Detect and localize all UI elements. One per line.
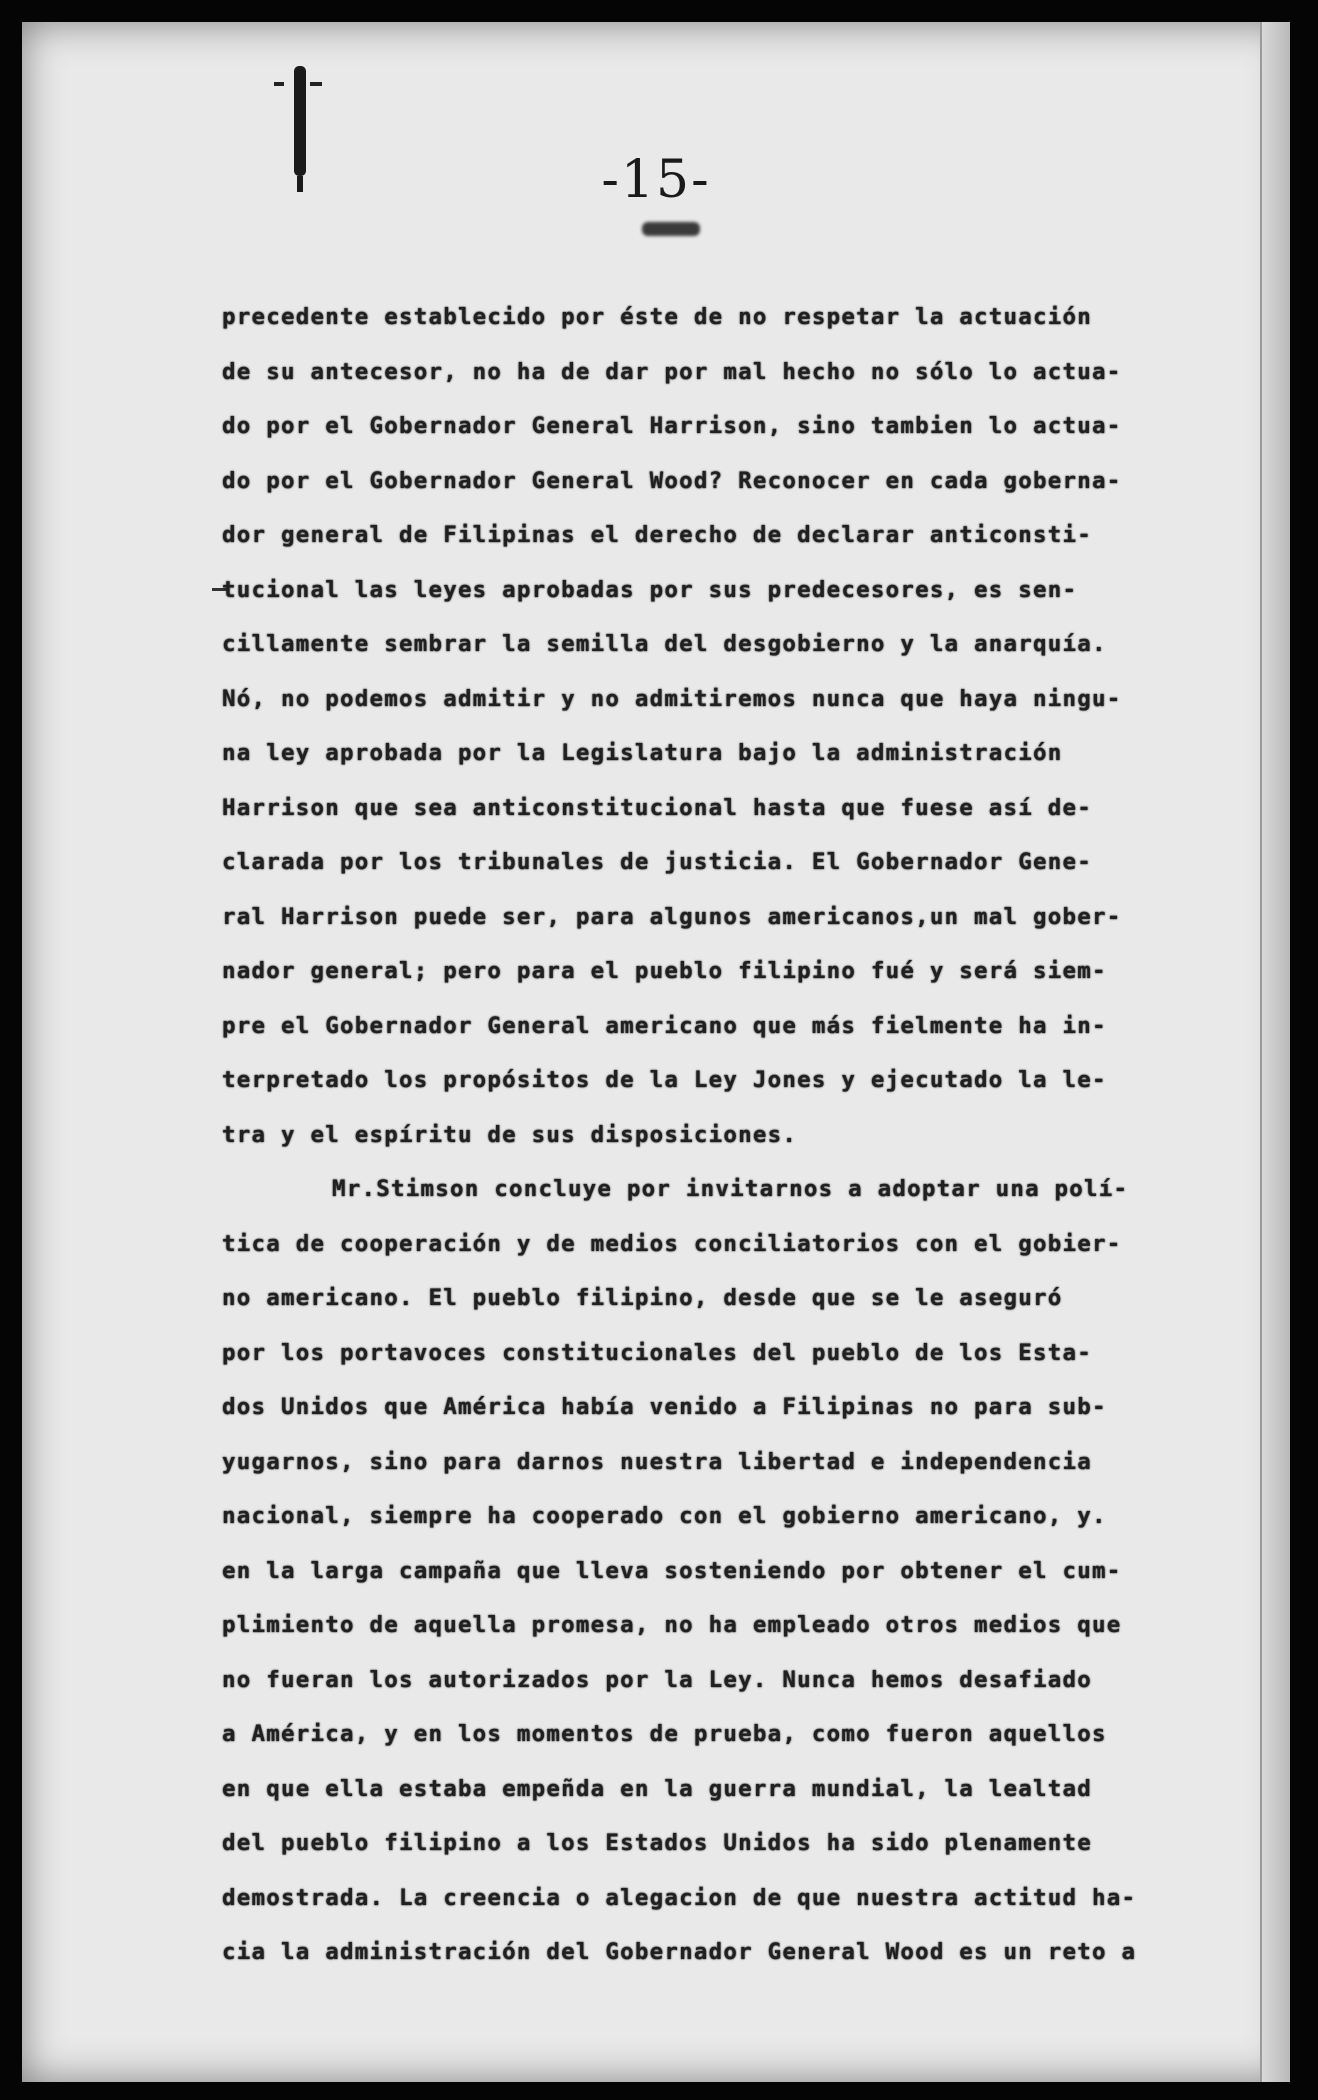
struck-page-number-mark [642,222,700,236]
text-line: dos Unidos que América había venido a Filipinas no para sub- [222,1394,1107,1420]
text-line: del pueblo filipino a los Estados Unidos ha sido plenamente [222,1830,1093,1856]
text-line: dor general de Filipinas el derecho de declarar anticonsti- [222,522,1093,548]
text-line: precedente establecido por éste de no respetar la actuación [222,304,1093,330]
text-line: na ley aprobada por la Legislatura bajo la administración [222,740,1063,766]
text-line: por los portavoces constitucionales del pueblo de los Esta- [222,1339,1093,1366]
text-line: Nó, no podemos admitir y no admitiremos nunca que haya ningu- [222,685,1122,712]
text-line: nacional, siempre ha cooperado con el gobierno americano, y. [222,1503,1107,1529]
text-line: cillamente sembrar la semilla del desgobierno y la anarquía. [222,631,1107,657]
text-line: tica de cooperación y de medios conciliatorios con el gobier- [222,1230,1122,1257]
page-edge [1260,22,1290,2082]
typed-text-body [222,290,1232,1980]
text-line: no fueran los autorizados por la Ley. Nunca hemos desafiado [222,1666,1093,1693]
text-line: a América, y en los momentos de prueba, como fueron aquellos [222,1721,1107,1747]
text-line: nador general; pero para el pueblo filipino fué y será siem- [222,958,1107,984]
text-line: terpretado los propósitos de la Ley Jones y ejecutado la le- [222,1067,1107,1093]
text-line: clarada por los tribunales de justicia. El Gobernador Gene- [222,849,1093,875]
text-line: tra y el espíritu de sus disposiciones. [222,1121,798,1148]
text-line: en que ella estaba empeñda en la guerra mundial, la lealtad [222,1775,1093,1802]
text-line: demostrada. La creencia o alegacion de que nuestra actitud ha- [222,1884,1137,1911]
document-page [22,22,1290,2082]
text-line: tucional las leyes aprobadas por sus predecesores, es sen- [222,576,1078,603]
text-line: yugarnos, sino para darnos nuestra libertad e independencia [222,1448,1093,1475]
text-line: en la larga campaña que lleva sosteniendo por obtener el cum- [222,1557,1122,1584]
text-line: do por el Gobernador General Harrison, sino tambien lo actua- [222,413,1122,439]
text-line: cia la administración del Gobernador General Wood es un reto a [222,1939,1137,1965]
paragraph-start-line: Mr.Stimson concluye por invitarnos a adoptar una polí- [332,1176,1129,1202]
text-line: do por el Gobernador General Wood? Reconocer en cada goberna- [222,467,1122,494]
text-line: pre el Gobernador General americano que más fielmente ha in- [222,1012,1107,1039]
text-line: ral Harrison puede ser, para algunos americanos,un mal gober- [222,903,1122,930]
text-line: plimiento de aquella promesa, no ha empleado otros medios que [222,1612,1122,1638]
text-line: de su antecesor, no ha de dar por mal hecho no sólo lo actua- [222,358,1122,385]
text-line: Harrison que sea anticonstitucional hasta que fuese así de- [222,794,1093,821]
page-number: -15- [601,150,711,210]
text-line: no americano. El pueblo filipino, desde que se le aseguró [222,1285,1063,1311]
